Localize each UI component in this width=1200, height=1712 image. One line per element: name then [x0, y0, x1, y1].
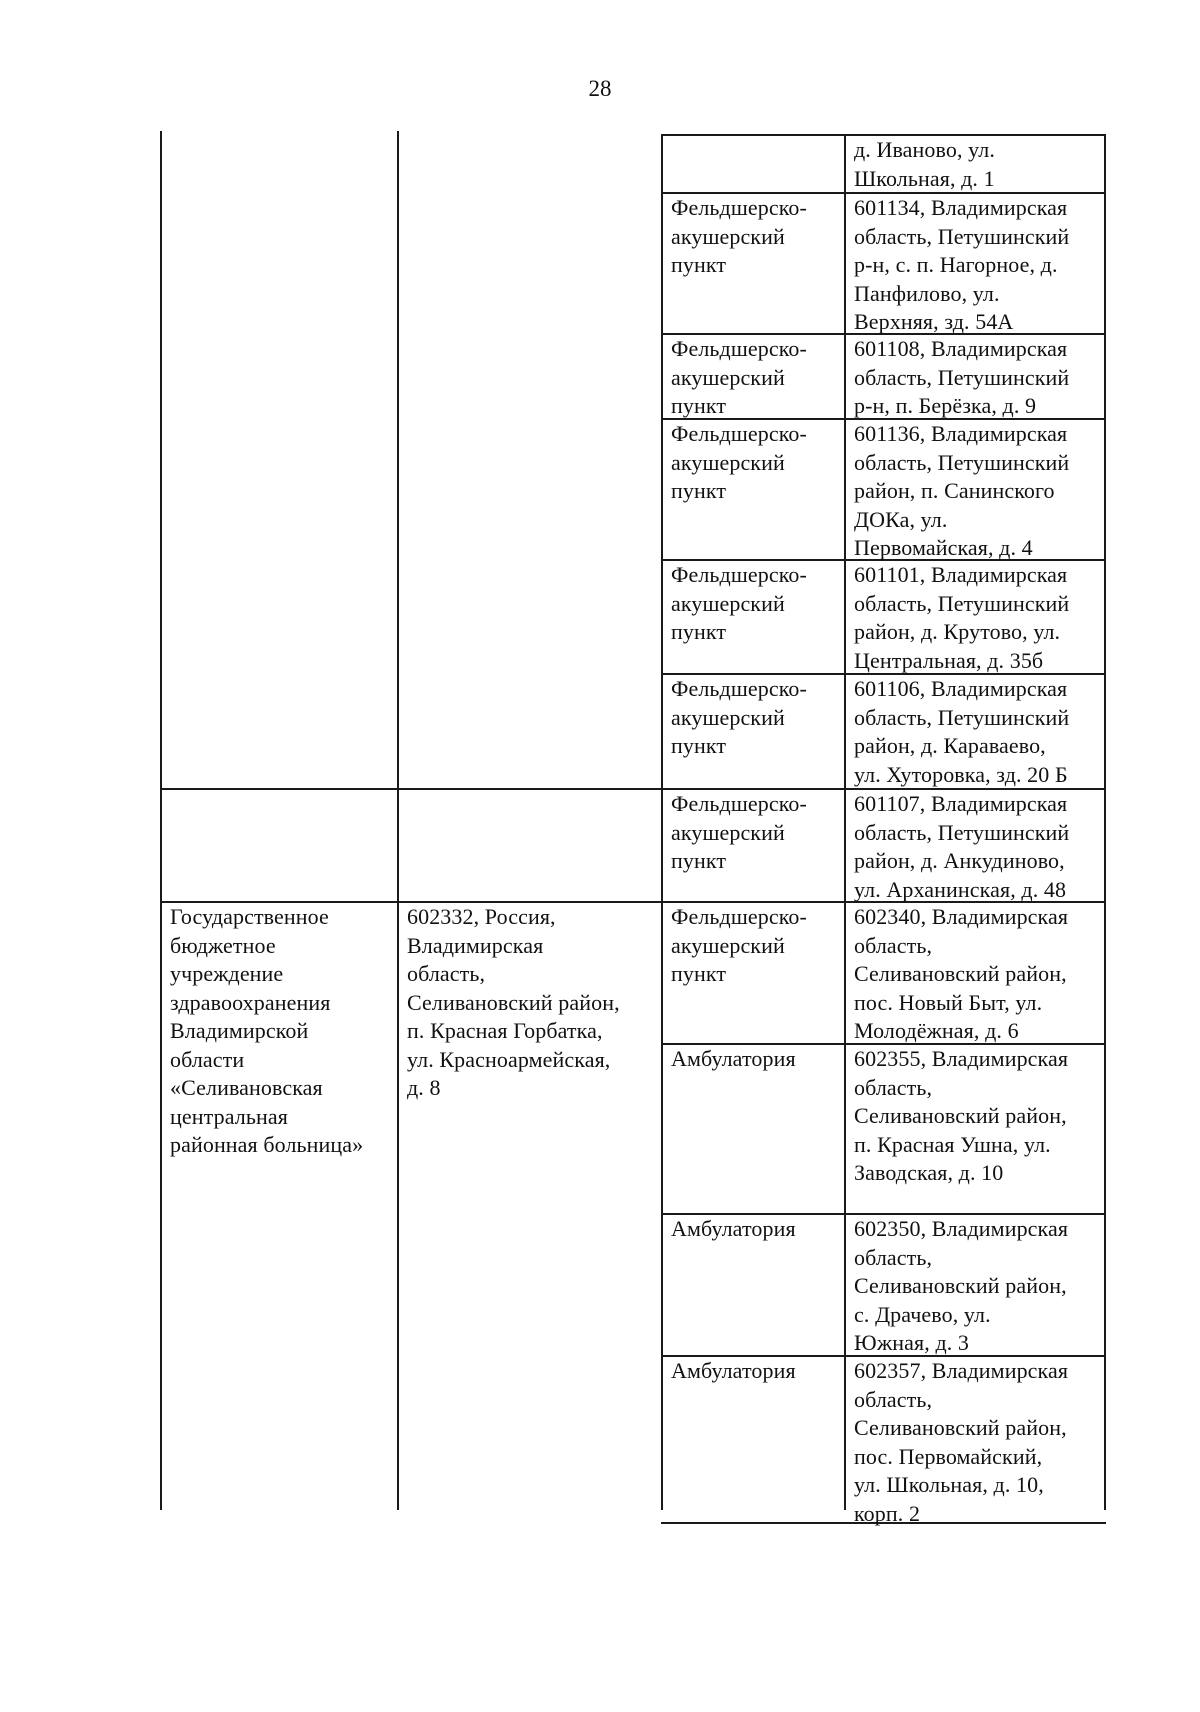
facility-type-cell: Фельдшерско- акушерский пункт [671, 421, 807, 503]
org-name-cell: Государственное бюджетное учреждение здравоохранения Владимирской области «Селивановская центральная районная больница» [170, 904, 364, 1157]
facility-type-cell: Амбулатория [671, 1046, 796, 1071]
facility-address-cell: 602350, Владимирская область, Селивановский район, с. Драчево, ул. Южная, д. 3 [854, 1216, 1069, 1355]
facility-address-cell: 601101, Владимирская область, Петушинский район, д. Крутово, ул. Центральная, д. 35б [854, 562, 1070, 673]
facility-address-cell: 601106, Владимирская область, Петушинский район, д. Караваево, ул. Хуторовка, зд. 20 Б [854, 676, 1070, 787]
page-number: 28 [588, 76, 612, 101]
facility-type-cell: Фельдшерско- акушерский пункт [671, 676, 807, 758]
table-border-left [160, 131, 162, 1510]
facility-address-cell: 601134, Владимирская область, Петушинский р-н, с. п. Нагорное, д. Панфилово, ул. Верхняя, зд. 54А [854, 195, 1070, 334]
facility-address-cell: д. Иваново, ул. Школьная, д. 1 [854, 137, 995, 191]
facility-type-cell: Фельдшерско- акушерский пункт [671, 336, 807, 418]
table-border-col4 [844, 134, 846, 1510]
facility-address-cell: 601108, Владимирская область, Петушинский р-н, п. Берёзка, д. 9 [854, 336, 1070, 418]
table-border-right [1104, 134, 1106, 1510]
facility-type-cell: Фельдшерско- акушерский пункт [671, 904, 807, 986]
facility-address-cell: 602355, Владимирская область, Селивановский район, п. Красная Ушна, ул. Заводская, д. 10 [854, 1046, 1069, 1185]
facility-address-cell: 601136, Владимирская область, Петушинский район, п. Санинского ДОКа, ул. Первомайская, д. 4 [854, 421, 1070, 560]
facility-address-cell: 602357, Владимирская область, Селивановский район, пос. Первомайский, ул. Школьная, д. 10, корп. 2 [854, 1358, 1069, 1526]
org-address-cell: 602332, Россия, Владимирская область, Селивановский район, п. Красная Горбатка, ул. Красноармейская, д. 8 [407, 904, 620, 1100]
table-border-col2 [397, 131, 399, 1510]
facility-type-cell: Амбулатория [671, 1358, 796, 1383]
facility-type-cell: Фельдшерско- акушерский пункт [671, 195, 807, 277]
facility-address-cell: 602340, Владимирская область, Селивановский район, пос. Новый Быт, ул. Молодёжная, д. 6 [854, 904, 1069, 1043]
facility-type-cell: Амбулатория [671, 1216, 796, 1241]
table-border-col3 [661, 134, 663, 1510]
facility-type-cell: Фельдшерско- акушерский пункт [671, 562, 807, 644]
facility-address-cell: 601107, Владимирская область, Петушинский район, д. Анкудиново, ул. Арханинская, д. 48 [854, 791, 1070, 902]
facility-type-cell: Фельдшерско- акушерский пункт [671, 791, 807, 873]
